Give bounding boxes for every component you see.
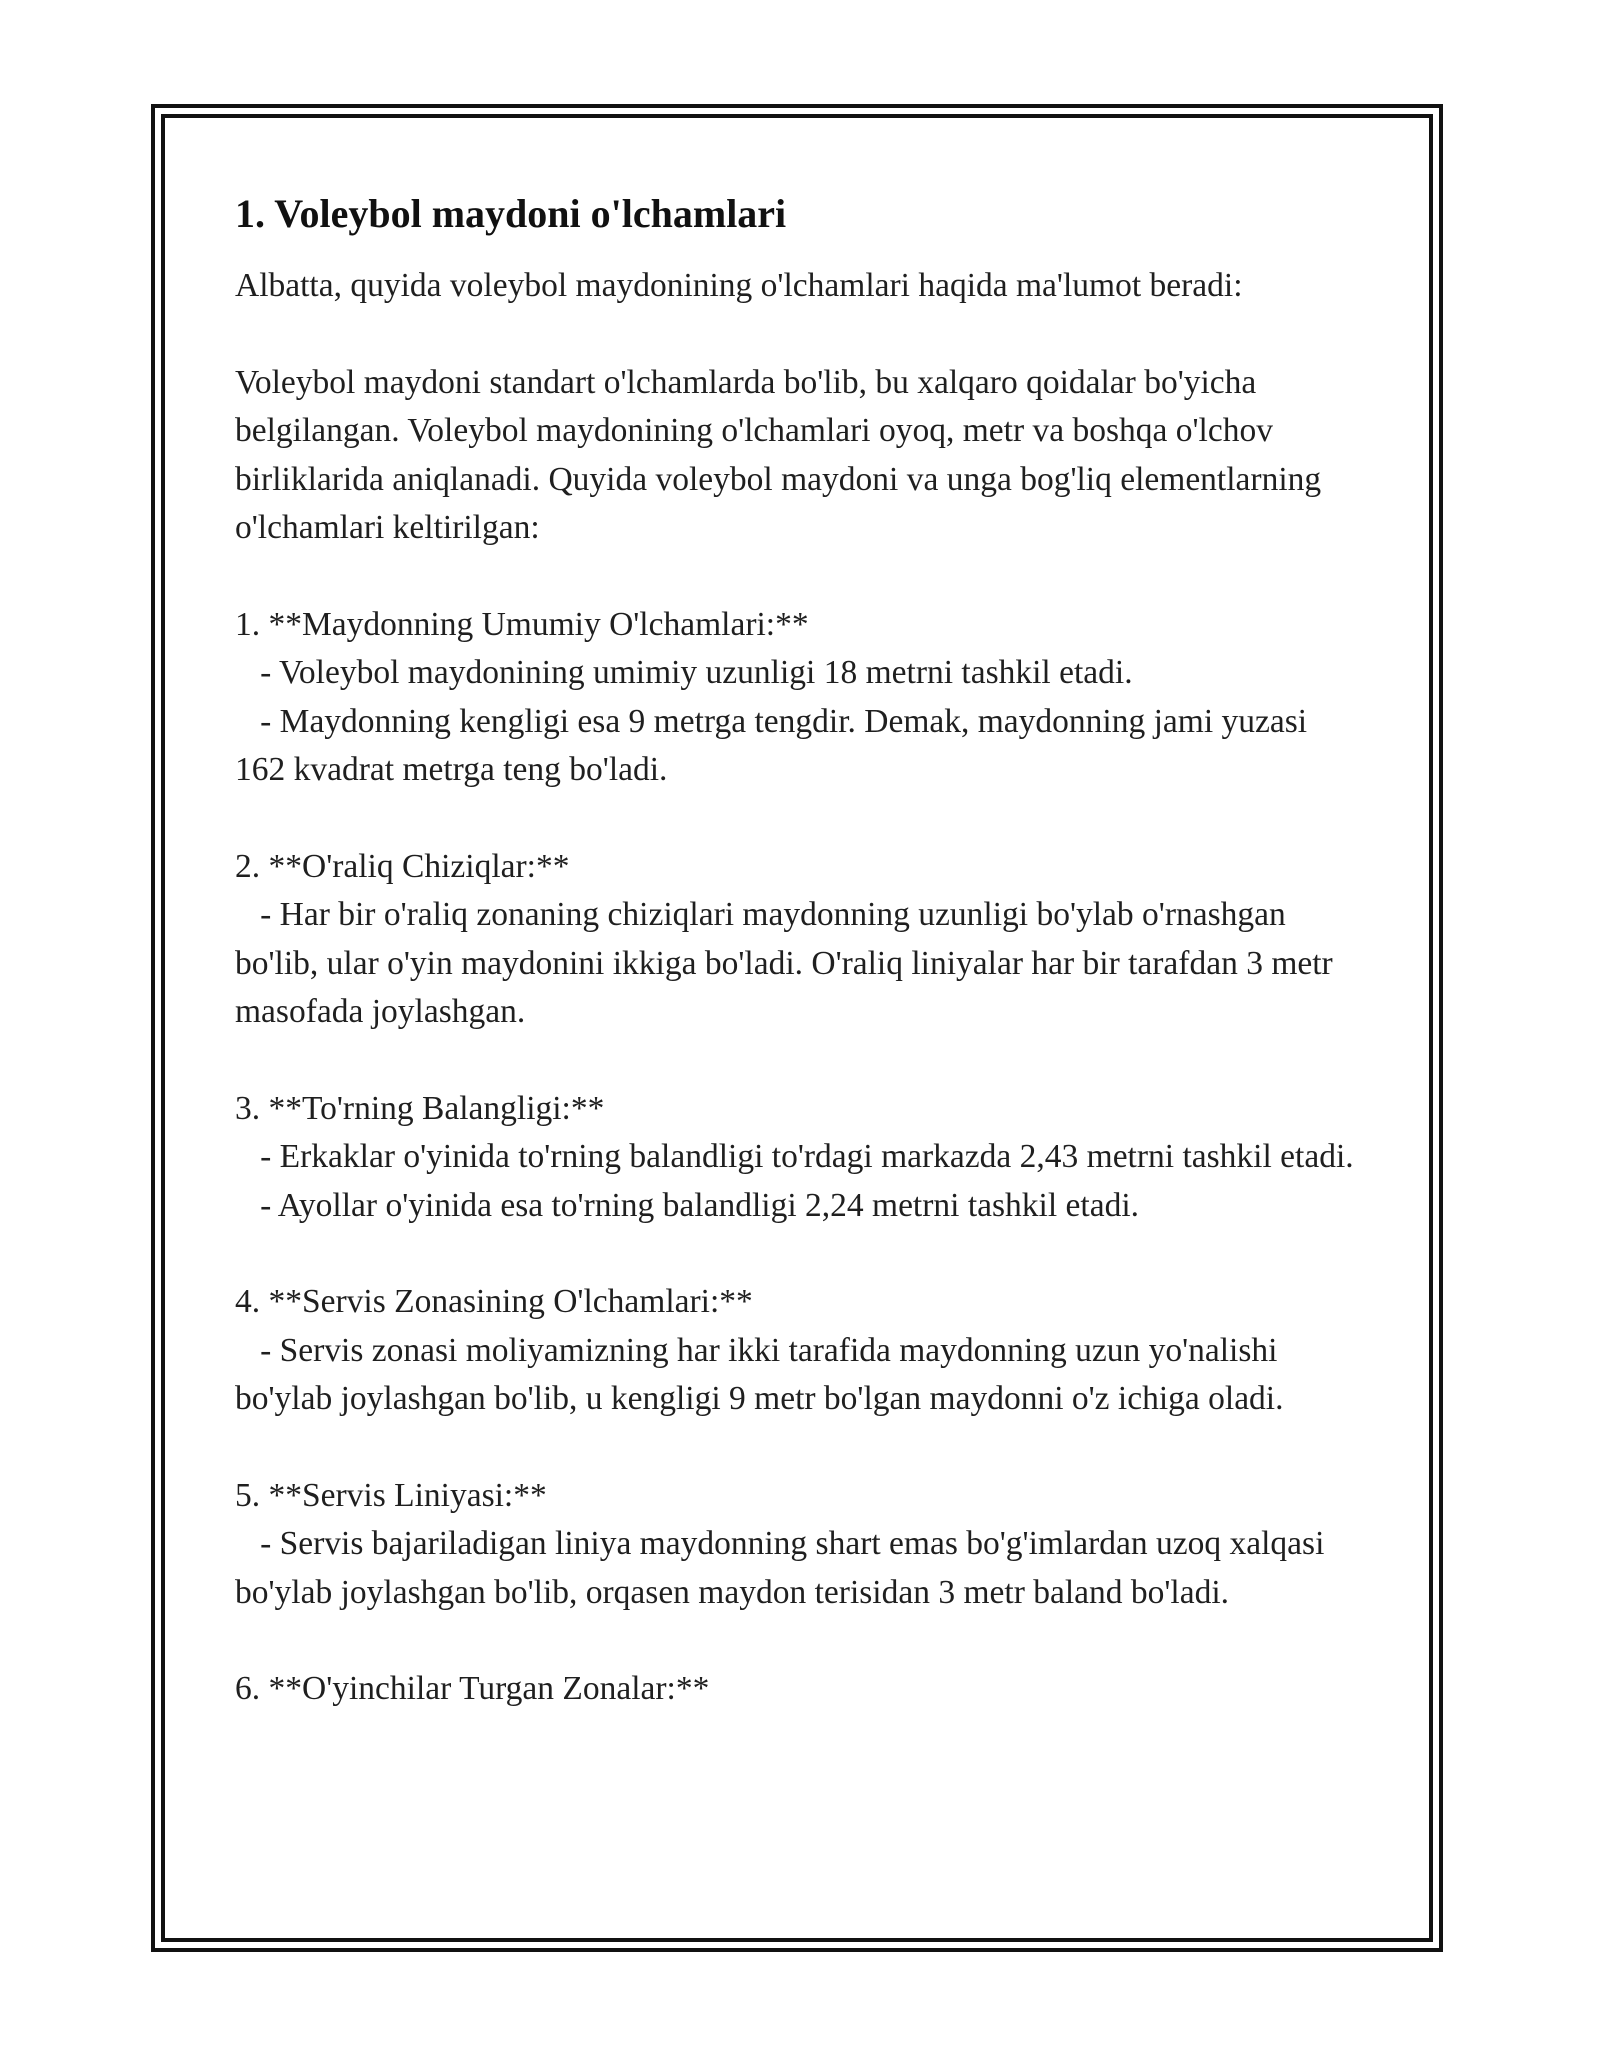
section-heading: 1. **Maydonning Umumiy O'lchamlari:** (235, 605, 809, 643)
sections-list (235, 601, 1365, 1714)
section-bullet: - Voleybol maydonining umimiy uzunligi 18 metrni tashkil etadi. (235, 654, 1133, 691)
section-item (235, 601, 1365, 795)
section-item (235, 1472, 1365, 1618)
section-heading: 2. **O'raliq Chiziqlar:** (235, 847, 570, 885)
section-item (235, 843, 1365, 1037)
section-item (235, 1085, 1365, 1231)
section-bullet: - Servis bajariladigan liniya maydonning shart emas bo'g'imlardan uzoq xalqasi bo'ylab joylashgan bo'lib, orqasen maydon terisidan 3 metr baland bo'ladi. (235, 1525, 1333, 1611)
section-bullet: - Maydonning kengligi esa 9 metrga tengdir. Demak, maydonning jami yuzasi 162 kvadrat metrga teng bo'ladi. (235, 702, 1316, 788)
section-item (235, 1278, 1365, 1424)
section-heading: 3. **To'rning Balangligi:** (235, 1089, 605, 1127)
intro-text: Albatta, quyida voleybol maydonining o'lchamlari haqida ma'lumot beradi: (235, 267, 1243, 304)
section-heading: 5. **Servis Liniyasi:** (235, 1476, 547, 1514)
section-heading: 4. **Servis Zonasining O'lchamlari:** (235, 1283, 753, 1320)
description-paragraph: Voleybol maydoni standart o'lchamlarda bo'lib, bu xalqaro qoidalar bo'yicha belgilangan. Voleybol maydonining o'lchamlari oyoq, metr va boshqa o'lchov birliklarida aniqlanadi. Quyida voleybol maydoni va unga bog'liq elementlarning o'lchamlari keltirilgan: (235, 363, 1322, 546)
section-item (235, 1665, 1365, 1714)
section-bullet: - Servis zonasi moliyamizning har ikki tarafida maydonning uzun yo'nalishi bo'ylab joylashgan bo'lib, u kengligi 9 metr bo'lgan maydonni o'z ichiga oladi. (235, 1331, 1286, 1417)
section-bullet: - Erkaklar o'yinida to'rning balandligi to'rdagi markazda 2,43 metrni tashkil etadi. (235, 1138, 1354, 1175)
section-heading: 6. **O'yinchilar Turgan Zonalar:** (235, 1670, 710, 1707)
section-bullet: - Ayollar o'yinida esa to'rning balandligi 2,24 metrni tashkil etadi. (235, 1186, 1140, 1224)
section-bullet: - Har bir o'raliq zonaning chiziqlari maydonning uzunligi bo'ylab o'rnashgan bo'lib, ular o'yin maydonini ikkiga bo'ladi. O'raliq liniyalar har bir tarafdan 3 metr masofada joylashgan. (235, 896, 1342, 1030)
document-title: 1. Voleybol maydoni o'lchamlari (235, 191, 787, 236)
document-content (235, 186, 1365, 1762)
